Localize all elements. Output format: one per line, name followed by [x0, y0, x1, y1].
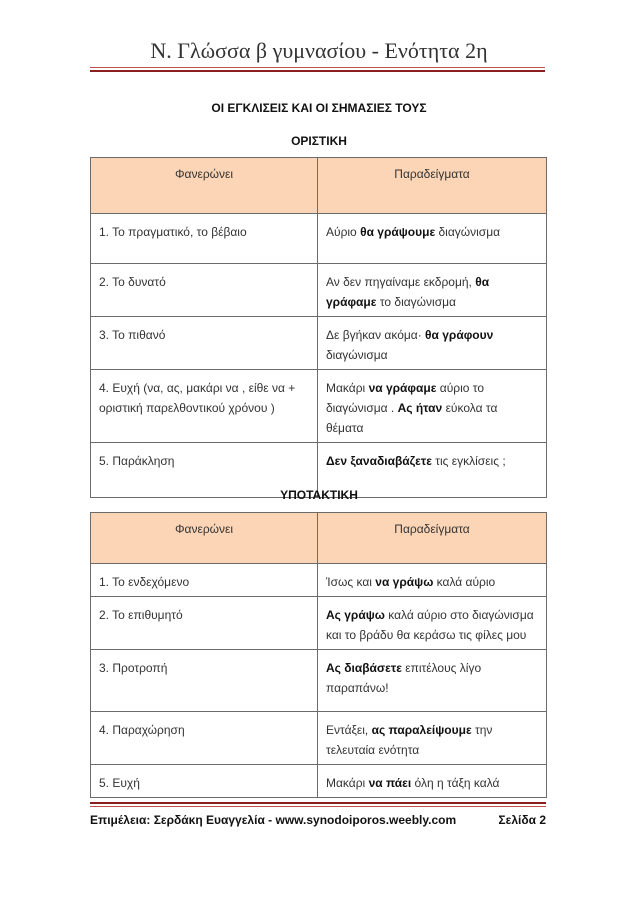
- example-text: Μακάρι: [326, 381, 369, 395]
- example-text: εύκολα τα θέματα: [326, 401, 498, 435]
- example-bold-verb: να πάει: [368, 776, 412, 790]
- example-text: Εντάξει,: [326, 723, 372, 737]
- example-text: Αν δεν πηγαίναμε εκδρομή,: [326, 275, 476, 289]
- table-row: [91, 214, 547, 264]
- example-bold-verb: Ας διαβάσετε: [326, 661, 402, 675]
- example-cell: [318, 214, 547, 264]
- table-row: [91, 370, 547, 443]
- section-title-oristiki: ΟΡΙΣΤΙΚΗ: [291, 134, 347, 148]
- example-text: διαγώνισμα: [435, 225, 501, 239]
- table-row: [91, 317, 547, 370]
- table-header-row: [91, 513, 547, 564]
- main-title: ΟΙ ΕΓΚΛΙΣΕΙΣ ΚΑΙ ΟΙ ΣΗΜΑΣΙΕΣ ΤΟΥΣ: [211, 101, 427, 115]
- example-cell: [318, 712, 547, 765]
- meaning-cell: 5. Ευχή: [91, 765, 318, 798]
- example-bold-verb: να γράφαμε: [368, 381, 437, 395]
- example-cell: [318, 650, 547, 712]
- table-header-row: [91, 158, 547, 214]
- meaning-cell: 3. Προτροπή: [91, 650, 318, 712]
- example-text: τις εγκλίσεις ;: [431, 454, 506, 468]
- meaning-cell: 1. Το πραγματικό, το βέβαιο: [91, 214, 318, 264]
- example-bold-verb: θα γράφαμε: [326, 275, 490, 309]
- example-text: καλά αύριο στο διαγώνισμα και το βράδυ θα κεράσω τις φίλες μου: [326, 608, 534, 642]
- example-bold-verb: θα γράψουμε: [360, 225, 436, 239]
- example-cell: [318, 564, 547, 597]
- example-bold-verb: Ας ήταν: [397, 401, 443, 415]
- example-bold-verb: θα γράφουν: [425, 328, 494, 342]
- header-cell-examples: Παραδείγματα: [318, 158, 547, 214]
- meaning-cell: 5. Παράκληση: [91, 443, 318, 498]
- example-text: αύριο το διαγώνισμα .: [326, 381, 484, 415]
- header-rule-thick: [90, 70, 545, 72]
- example-bold-verb: Ας γράψω: [326, 608, 385, 622]
- page-number: Σελίδα 2: [498, 813, 546, 827]
- oristiki-table: [90, 157, 547, 498]
- example-text: όλη η τάξη καλά: [411, 776, 500, 790]
- header-cell-meaning: Φανερώνει: [91, 513, 318, 564]
- example-bold-verb: να γράψω: [375, 575, 434, 589]
- header-cell-meaning: Φανερώνει: [91, 158, 318, 214]
- example-cell: [318, 317, 547, 370]
- example-bold-verb: ας παραλείψουμε: [371, 723, 472, 737]
- table-row: [91, 597, 547, 650]
- ypotaktiki-table: [90, 512, 547, 798]
- example-text: Δε βγήκαν ακόμα·: [326, 328, 426, 342]
- example-cell: [318, 597, 547, 650]
- table-row: [91, 564, 547, 597]
- example-text: Ίσως και: [326, 575, 376, 589]
- meaning-cell: 2. Το δυνατό: [91, 264, 318, 317]
- example-text: Αύριο: [326, 225, 361, 239]
- table-row: [91, 712, 547, 765]
- example-bold-verb: Δεν ξαναδιαβάζετε: [326, 454, 432, 468]
- meaning-cell: 2. Το επιθυμητό: [91, 597, 318, 650]
- example-text: καλά αύριο: [433, 575, 496, 589]
- meaning-cell: 4. Ευχή (να, ας, μακάρι να , είθε να + οριστική παρελθοντικού χρόνου ): [91, 370, 318, 443]
- example-text: το διαγώνισμα: [376, 295, 456, 309]
- footer-rule-thick: [90, 802, 546, 804]
- example-text: Μακάρι: [326, 776, 369, 790]
- example-text: διαγώνισμα: [326, 348, 388, 362]
- table-row: [91, 765, 547, 798]
- example-text: επιτέλους λίγο παραπάνω!: [326, 661, 482, 695]
- page-header-title: Ν. Γλώσσα β γυμνασίου - Ενότητα 2η: [150, 38, 488, 63]
- footer-credit: Επιμέλεια: Σερδάκη Ευαγγελία - www.synodoiporos.weebly.com: [90, 813, 457, 827]
- example-text: την τελευταία ενότητα: [326, 723, 493, 757]
- table-row: [91, 264, 547, 317]
- header-cell-examples: Παραδείγματα: [318, 513, 547, 564]
- meaning-cell: 3. Το πιθανό: [91, 317, 318, 370]
- example-cell: [318, 765, 547, 798]
- example-cell: [318, 264, 547, 317]
- header-rule-thin: [90, 67, 545, 68]
- meaning-cell: 4. Παραχώρηση: [91, 712, 318, 765]
- section-title-ypotaktiki: ΥΠΟΤΑΚΤΙΚΗ: [280, 488, 358, 502]
- example-cell: [318, 370, 547, 443]
- meaning-cell: 1. Το ενδεχόμενο: [91, 564, 318, 597]
- table-row: [91, 650, 547, 712]
- footer-rule-thin: [90, 806, 546, 807]
